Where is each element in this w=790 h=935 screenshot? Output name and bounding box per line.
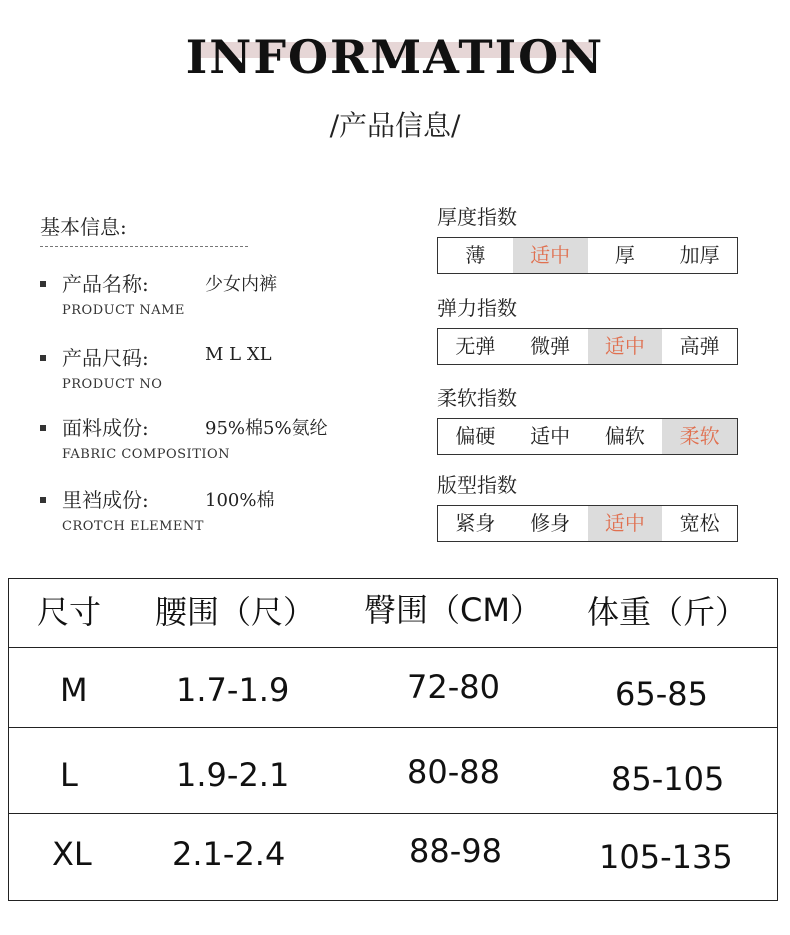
- bullet-icon: [40, 425, 46, 431]
- bullet-icon: [40, 281, 46, 287]
- table-cell: XL: [52, 835, 92, 873]
- info-item-en: FABRIC COMPOSITION: [62, 447, 231, 462]
- info-item-en: CROTCH ELEMENT: [62, 519, 204, 534]
- size-table: [8, 578, 778, 901]
- info-item-en: PRODUCT NAME: [62, 303, 185, 318]
- bullet-icon: [40, 497, 46, 503]
- index-scale: [437, 505, 738, 542]
- index-option: 适中: [513, 238, 588, 273]
- info-item-label: 产品尺码:: [62, 346, 149, 370]
- index-fit: [437, 470, 738, 535]
- table-header-cell: 臀围（CM）: [364, 591, 542, 629]
- index-option: 高弹: [679, 334, 720, 358]
- table-row: [9, 648, 777, 728]
- index-option: 薄: [465, 243, 486, 267]
- index-option: 适中: [588, 329, 663, 364]
- index-softness: [437, 383, 738, 448]
- index-scale: [437, 237, 738, 274]
- index-option: 柔软: [662, 419, 737, 454]
- table-cell: 80-88: [407, 753, 500, 791]
- index-option: 偏软: [604, 424, 645, 448]
- index-thickness: [437, 202, 738, 267]
- bullet-icon: [40, 355, 46, 361]
- index-option: 加厚: [679, 243, 720, 267]
- index-option: 微弹: [530, 334, 571, 358]
- page-subtitle: /产品信息/: [329, 109, 461, 142]
- index-option: 宽松: [679, 511, 720, 535]
- table-header-row: [9, 579, 777, 648]
- index-option: 适中: [588, 506, 663, 541]
- index-title: 弹力指数: [437, 296, 517, 320]
- info-item-label: 面料成份:: [62, 416, 149, 440]
- info-item-label: 里裆成份:: [62, 488, 149, 512]
- table-row: [9, 728, 777, 814]
- index-option: 厚: [614, 243, 635, 267]
- index-elasticity: [437, 293, 738, 358]
- title-block: [0, 28, 790, 86]
- index-option: 修身: [530, 511, 571, 535]
- index-option: 偏硬: [455, 424, 496, 448]
- info-item-value: 95%棉5%氨纶: [205, 418, 328, 439]
- table-cell: L: [60, 756, 78, 794]
- table-cell: 85-105: [611, 760, 725, 798]
- table-cell: 65-85: [615, 675, 708, 713]
- info-item-value: 100%棉: [205, 490, 275, 511]
- table-cell: 88-98: [409, 832, 502, 870]
- table-cell: 72-80: [407, 668, 500, 706]
- page-title: INFORMATION: [185, 30, 605, 84]
- info-item-label: 产品名称:: [62, 272, 149, 296]
- table-cell: M: [60, 671, 88, 709]
- index-scale: [437, 418, 738, 455]
- info-item-value: 少女内裤: [205, 274, 277, 295]
- index-title: 版型指数: [437, 473, 517, 497]
- basic-info-title: 基本信息:: [40, 215, 127, 239]
- index-option: 紧身: [455, 511, 496, 535]
- table-cell: 105-135: [599, 838, 733, 876]
- index-title: 柔软指数: [437, 386, 517, 410]
- index-option: 适中: [530, 424, 571, 448]
- table-cell: 2.1-2.4: [172, 835, 286, 873]
- index-option: 无弹: [455, 334, 496, 358]
- table-cell: 1.9-2.1: [176, 756, 290, 794]
- table-cell: 1.7-1.9: [176, 671, 290, 709]
- table-row: [9, 814, 777, 900]
- table-header-cell: 体重（斤）: [587, 593, 748, 631]
- info-item-en: PRODUCT NO: [62, 377, 163, 392]
- info-item-value: M L XL: [205, 344, 272, 365]
- table-header-cell: 尺寸: [37, 593, 102, 631]
- table-header-cell: 腰围（尺）: [155, 593, 316, 631]
- index-title: 厚度指数: [437, 205, 517, 229]
- basic-info-divider: [40, 246, 248, 247]
- index-scale: [437, 328, 738, 365]
